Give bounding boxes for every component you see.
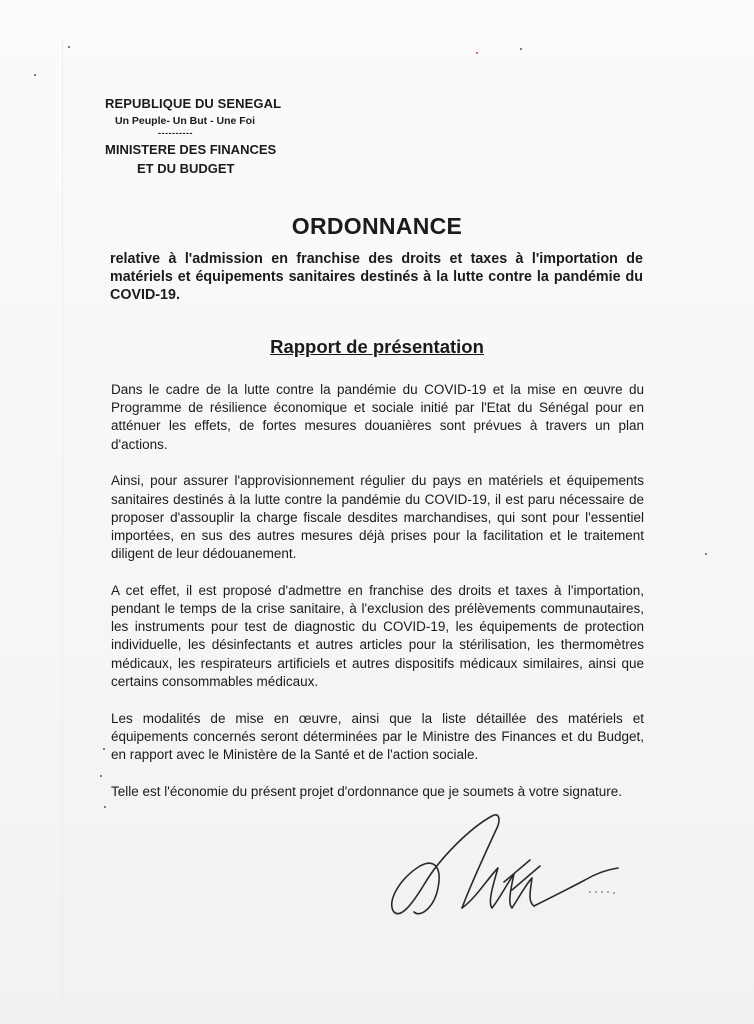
paragraph: Les modalités de mise en œuvre, ainsi que la liste détaillée des matériels et équipements concernés seront déterminées par le Ministre des Finances et du Budget, en rapport avec le Ministère de la Santé et de l'action sociale. bbox=[111, 710, 644, 762]
ministry-name: MINISTERE DES FINANCES bbox=[105, 142, 277, 157]
scan-speck bbox=[520, 48, 522, 50]
scan-speck bbox=[104, 806, 106, 808]
header-separator: ---------- bbox=[158, 128, 193, 138]
national-motto: Un Peuple- Un But - Une Foi bbox=[115, 115, 255, 127]
handwritten-signature bbox=[380, 808, 640, 928]
report-body bbox=[111, 381, 644, 819]
paragraph: Ainsi, pour assurer l'approvisionnement régulier du pays en matériels et équipements sanitaires destinés à la lutte contre la pandémie du COVID-19, il est paru nécessaire de proposer d'assouplir la charge fiscale desdites marchandises, qui sont pour l'essentiel importées, en sus des autres mesures déjà prises pour la facilitation et le traitement diligent de leur dédouanement. bbox=[111, 473, 644, 562]
paragraph: Telle est l'économie du présent projet d'ordonnance que je soumets à votre signature. bbox=[111, 783, 622, 799]
scan-speck bbox=[476, 52, 478, 54]
scan-edge bbox=[62, 40, 63, 1000]
ministry-name-line2: ET DU BUDGET bbox=[137, 161, 235, 176]
scan-speck bbox=[705, 553, 707, 555]
section-heading: Rapport de présentation bbox=[270, 336, 484, 357]
scan-speck bbox=[103, 748, 105, 750]
letterhead bbox=[105, 96, 335, 176]
scan-speck bbox=[68, 46, 70, 48]
paragraph: Dans le cadre de la lutte contre la pandémie du COVID-19 et la mise en œuvre du Programme de résilience économique et sociale initié par l'Etat du Sénégal pour en atténuer les effets, de fortes mesures douanières sont prévues à travers un plan d'actions. bbox=[111, 382, 644, 452]
scan-speck bbox=[34, 74, 36, 76]
country-name: REPUBLIQUE DU SENEGAL bbox=[105, 96, 282, 111]
scan-speck bbox=[100, 775, 102, 777]
document-title: ORDONNANCE bbox=[291, 213, 463, 239]
document-subtitle: relative à l'admission en franchise des droits et taxes à l'importation de matériels et équipements sanitaires destinés à la lutte contre la pandémie du COVID-19. bbox=[110, 251, 643, 303]
paragraph: A cet effet, il est proposé d'admettre en franchise des droits et taxes à l'importation, pendant le temps de la crise sanitaire, à l'exclusion des prélèvements communautaires, les instruments pour test de diagnostic du COVID-19, les équipements de protection individuelle, les désinfectants et autres articles pour la stérilisation, les thermomètres médicaux, les respirateurs artificiels et autres dispositifs médicaux similaires, ainsi que certains consommables médicaux. bbox=[111, 582, 644, 689]
